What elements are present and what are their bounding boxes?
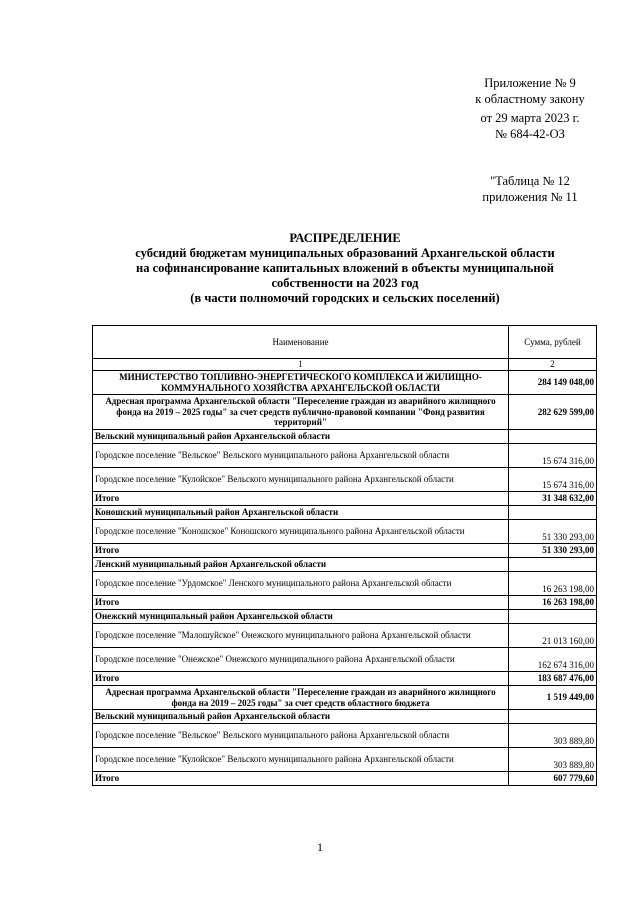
table-row [93,572,597,596]
table-row [93,710,597,724]
program-name: Адресная программа Архангельской области "Переселение граждан из аварийного жилищного фонда на 2019 – 2025 годы" за счет средств областного бюджета [93,686,509,710]
settlement-name: Городское поселение "Малошуйское" Онежского муниципального района Архангельской области [93,624,509,648]
table-row [93,686,597,710]
ministry-name: МИНИСТЕРСТВО ТОПЛИВНО-ЭНЕРГЕТИЧЕСКОГО КОМПЛЕКСА И ЖИЛИЩНО-КОММУНАЛЬНОГО ХОЗЯЙСТВА АРХАНГЕЛЬСКОЙ ОБЛАСТИ [93,371,509,395]
table-row [93,506,597,520]
table-row [93,371,597,395]
table-row [93,430,597,444]
row-sum: 282 629 599,00 [509,395,597,430]
row-sum [509,430,597,444]
document-title [90,231,600,306]
row-sum: 284 149 048,00 [509,371,597,395]
column-number: 2 [509,359,597,371]
row-sum: 31 348 632,00 [509,492,597,506]
title-line: собственности на 2023 год [271,276,419,290]
district-name: Онежский муниципальный район Архангельской области [93,610,509,624]
table-row [93,544,597,558]
table-header-row [93,326,597,359]
total-label: Итого [93,596,509,610]
distribution-table [92,325,597,786]
column-header-name: Наименование [93,326,509,359]
table-row [93,596,597,610]
table-row [93,395,597,430]
column-header-sum: Сумма, рублей [509,326,597,359]
row-sum: 303 889,80 [509,724,597,748]
settlement-name: Городское поселение "Вельское" Вельского муниципального района Архангельской области [93,444,509,468]
table-row [93,444,597,468]
row-sum: 21 013 160,00 [509,624,597,648]
settlement-name: Городское поселение "Онежское" Онежского муниципального района Архангельской области [93,648,509,672]
table-row [93,748,597,772]
row-sum: 15 674 316,00 [509,468,597,492]
settlement-name: Городское поселение "Коношское" Коношского муниципального района Архангельской области [93,520,509,544]
row-sum [509,558,597,572]
table-row [93,772,597,786]
row-sum: 16 263 198,00 [509,596,597,610]
appendix-reference [455,75,605,142]
total-label: Итого [93,772,509,786]
table-row [93,520,597,544]
row-sum: 16 263 198,00 [509,572,597,596]
appendix-line: к областному закону [475,92,585,106]
district-name: Коношский муниципальный район Архангельской области [93,506,509,520]
district-name: Вельский муниципальный район Архангельской области [93,430,509,444]
column-number: 1 [93,359,509,371]
settlement-name: Городское поселение "Вельское" Вельского муниципального района Архангельской области [93,724,509,748]
total-label: Итого [93,492,509,506]
row-sum: 183 687 476,00 [509,672,597,686]
table-row [93,624,597,648]
column-number-row [93,359,597,371]
title-line: (в части полномочий городских и сельских поселений) [190,291,500,305]
row-sum: 162 674 316,00 [509,648,597,672]
total-label: Итого [93,544,509,558]
table-reference [455,173,605,205]
page-number: 1 [317,840,323,854]
title-line: субсидий бюджетам муниципальных образований Архангельской области [135,246,555,260]
row-sum [509,506,597,520]
total-label: Итого [93,672,509,686]
appendix-line: от 29 марта 2023 г. [480,111,580,125]
district-name: Ленский муниципальный район Архангельской области [93,558,509,572]
district-name: Вельский муниципальный район Архангельской области [93,710,509,724]
row-sum: 51 330 293,00 [509,520,597,544]
row-sum [509,710,597,724]
table-ref-line: "Таблица № 12 [490,174,570,188]
title-heading: РАСПРЕДЕЛЕНИЕ [289,231,401,245]
row-sum: 607 779,60 [509,772,597,786]
appendix-line: Приложение № 9 [484,76,576,90]
program-name: Адресная программа Архангельской области "Переселение граждан из аварийного жилищного фонда на 2019 – 2025 годы" за счет средств публично-правовой компании "Фонд развития территорий" [93,395,509,430]
title-line: на софинансирование капитальных вложений в объекты муниципальной [136,261,554,275]
table-row [93,610,597,624]
table-row [93,492,597,506]
table-row [93,672,597,686]
table-row [93,724,597,748]
table-row [93,648,597,672]
row-sum: 51 330 293,00 [509,544,597,558]
table-row [93,468,597,492]
row-sum: 15 674 316,00 [509,444,597,468]
appendix-line: № 684-42-ОЗ [495,127,565,141]
settlement-name: Городское поселение "Кулойское" Вельского муниципального района Архангельской области [93,748,509,772]
settlement-name: Городское поселение "Урдомское" Ленского муниципального района Архангельской области [93,572,509,596]
row-sum: 1 519 449,00 [509,686,597,710]
settlement-name: Городское поселение "Кулойское" Вельского муниципального района Архангельской области [93,468,509,492]
table-row [93,558,597,572]
row-sum: 303 889,80 [509,748,597,772]
row-sum [509,610,597,624]
table-ref-line: приложения № 11 [482,190,578,204]
